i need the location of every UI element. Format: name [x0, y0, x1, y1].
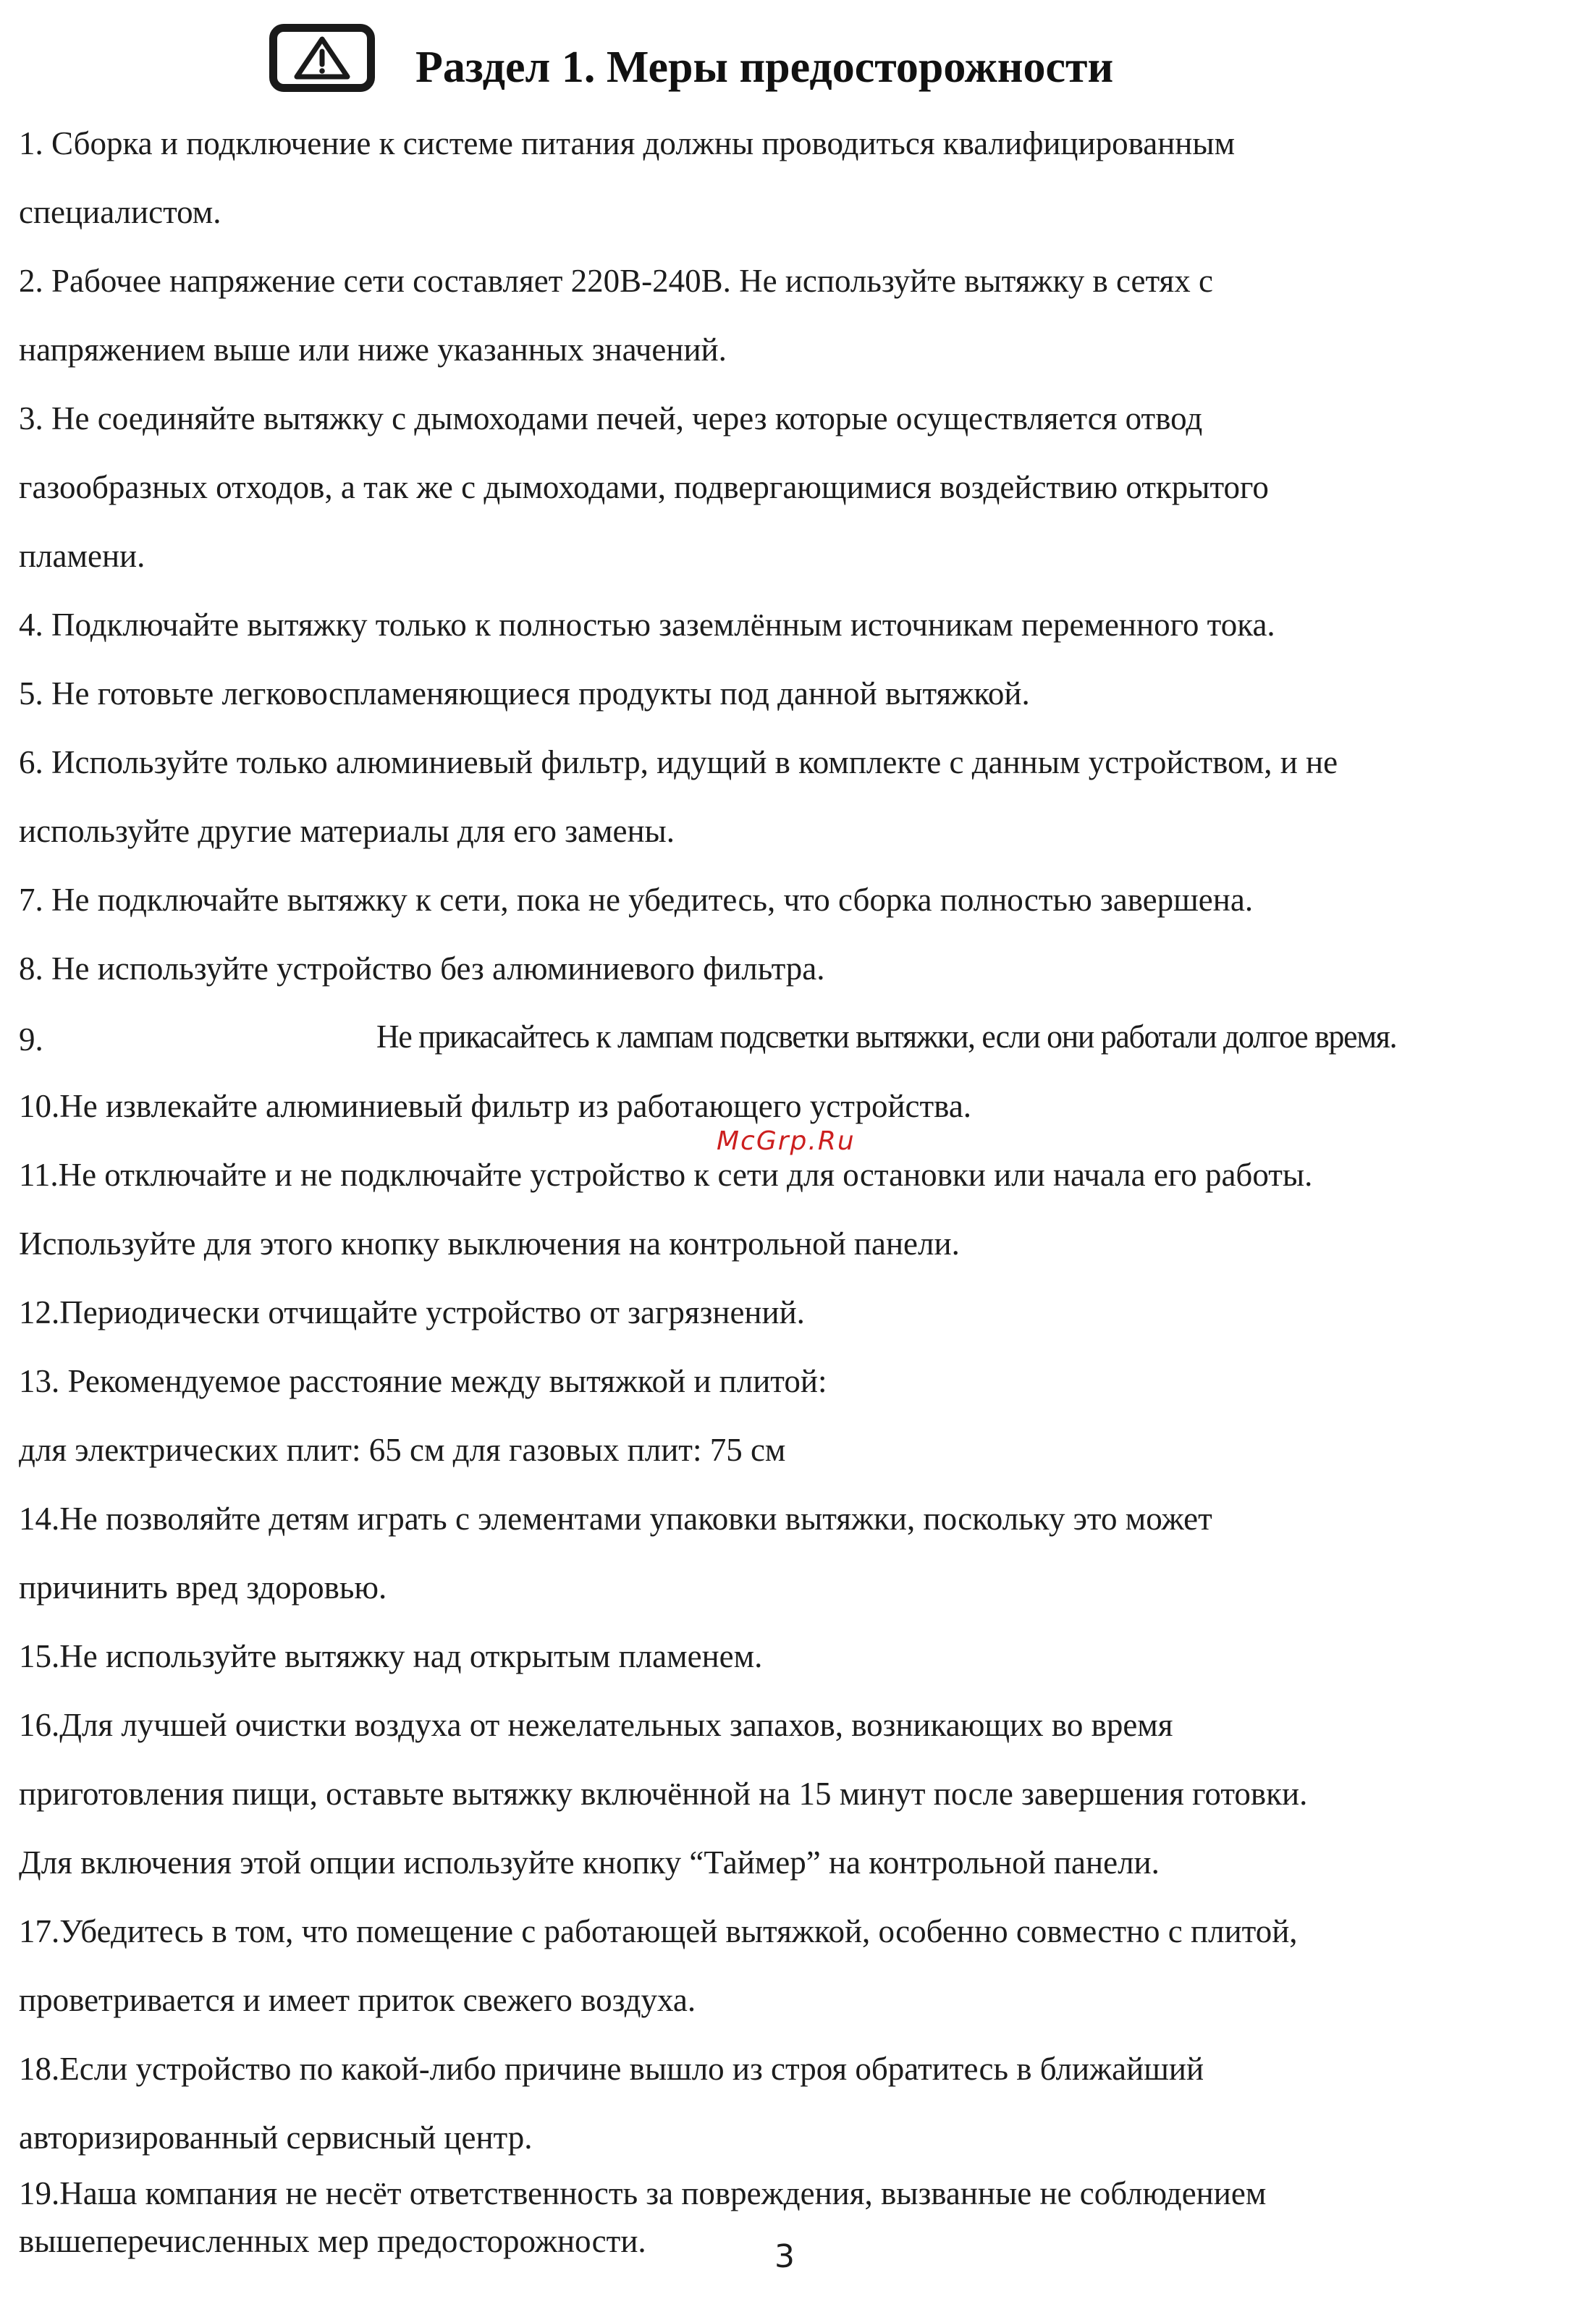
text-line: 19.Наша компания не несёт ответственность за повреждения, вызванные не соблюдением [19, 2175, 1267, 2211]
text-line: газообразных отходов, а так же с дымоходами, подвергающимися воздействию открытого [19, 469, 1269, 505]
text-line: 10.Не извлекайте алюминиевый фильтр из работающего устройства. [19, 1088, 972, 1124]
warning-icon-frame [269, 24, 375, 92]
text-line: используйте другие материалы для его замены. [19, 813, 675, 849]
item-9-number: 9. [19, 1021, 43, 1058]
page-title: Раздел 1. Меры предосторожности [415, 42, 1114, 92]
text-line: специалистом. [19, 194, 221, 230]
section-header [269, 14, 1113, 101]
text-line: 17.Убедитесь в том, что помещение с работающей вытяжкой, особенно совместно с плитой, [19, 1913, 1298, 1949]
text-line: 7. Не подключайте вытяжку к сети, пока не убедитесь, что сборка полностью завершена. [19, 882, 1254, 918]
text-line: 3. Не соединяйте вытяжку с дымоходами печей, через которые осуществляется отвод [19, 400, 1203, 436]
warning-triangle-icon [293, 35, 351, 80]
text-line: 4. Подключайте вытяжку только к полностью заземлённым источникам переменного тока. [19, 607, 1275, 643]
text-line: 2. Рабочее напряжение сети составляет 220В-240В. Не используйте вытяжку в сетях с [19, 263, 1213, 299]
text-line: 13. Рекомендуемое расстояние между вытяжкой и плитой: [19, 1363, 827, 1399]
text-line: 5. Не готовьте легковоспламеняющиеся продукты под данной вытяжкой. [19, 675, 1030, 712]
text-line: 8. Не используйте устройство без алюминиевого фильтра. [19, 950, 825, 987]
text-line: 11.Не отключайте и не подключайте устройство к сети для остановки или начала его работы. [19, 1157, 1313, 1193]
text-line: 6. Используйте только алюминиевый фильтр, идущий в комплекте с данным устройством, и не [19, 744, 1338, 780]
text-line: приготовления пищи, оставьте вытяжку включённой на 15 минут после завершения готовки. [19, 1776, 1308, 1812]
text-line: 14.Не позволяйте детям играть с элементами упаковки вытяжки, поскольку это может [19, 1501, 1212, 1537]
text-line: напряжением выше или ниже указанных значений. [19, 332, 727, 368]
text-line: 12.Периодически отчищайте устройство от загрязнений. [19, 1294, 805, 1330]
text-line: авторизированный сервисный центр. [19, 2119, 533, 2156]
watermark: McGrp.Ru [717, 1126, 856, 1156]
text-line: Используйте для этого кнопку выключения на контрольной панели. [19, 1226, 960, 1262]
text-line: вышеперечисленных мер предосторожности. [19, 2223, 646, 2259]
text-line: 18.Если устройство по какой-либо причине вышло из строя обратитесь в ближайший [19, 2051, 1204, 2087]
text-line: 15.Не используйте вытяжку над открытым пламенем. [19, 1638, 763, 1674]
page-number: 3 [774, 2238, 795, 2275]
text-line: для электрических плит: 65 см для газовых плит: 75 см [19, 1432, 786, 1468]
text-line: Для включения этой опции используйте кнопку “Таймер” на контрольной панели. [19, 1844, 1160, 1881]
item-9-text: Не прикасайтесь к лампам подсветки вытяжки, если они работали долгое время. [376, 1018, 1397, 1055]
text-line: проветривается и имеет приток свежего воздуха. [19, 1982, 696, 2018]
text-line: 1. Сборка и подключение к системе питания должны проводиться квалифицированным [19, 125, 1236, 161]
text-line: причинить вред здоровью. [19, 1569, 387, 1606]
text-line: 16.Для лучшей очистки воздуха от нежелательных запахов, возникающих во время [19, 1707, 1173, 1743]
text-line: пламени. [19, 538, 145, 574]
